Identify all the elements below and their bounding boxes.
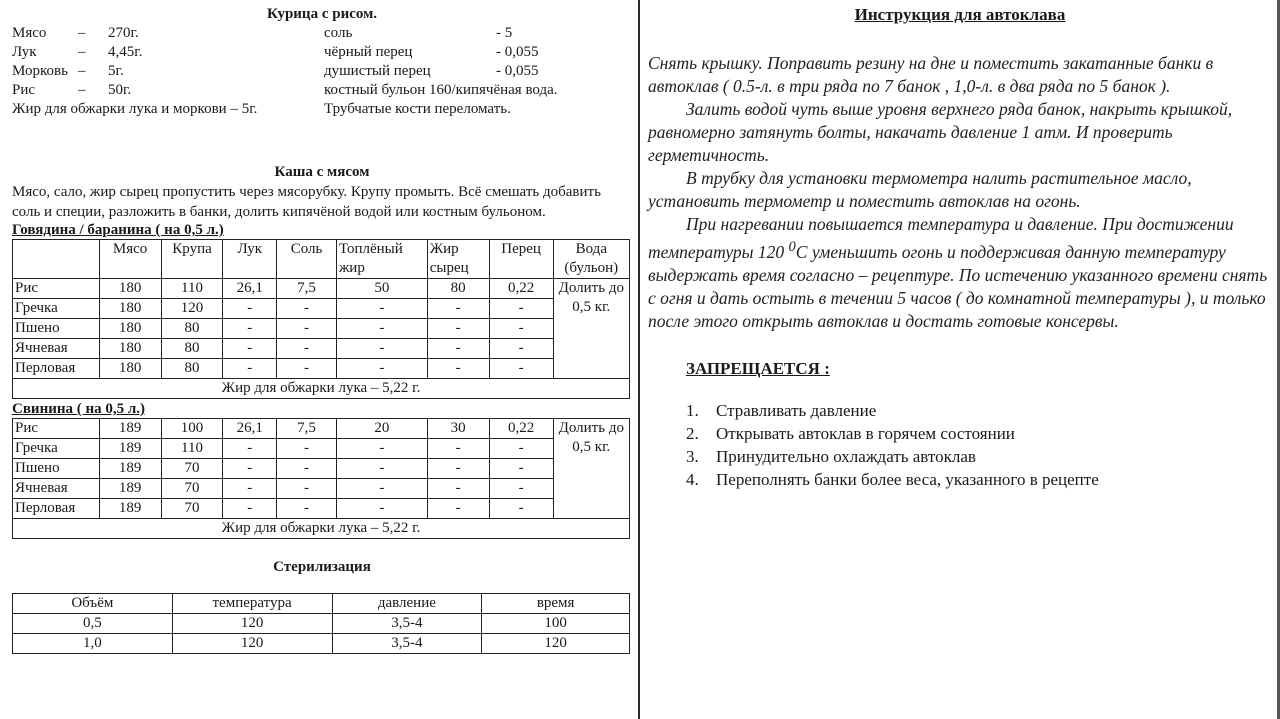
- table-cell: -: [223, 319, 277, 339]
- table-cell: 70: [161, 499, 223, 519]
- table-cell: 189: [99, 499, 161, 519]
- table-cell: 110: [161, 439, 223, 459]
- table-cell: 70: [161, 479, 223, 499]
- header-cell: Вода (бульон): [553, 240, 629, 279]
- table-header-row: [13, 240, 630, 279]
- table-cell: 26,1: [223, 279, 277, 299]
- ingredients-column-b: [324, 24, 558, 119]
- ingredient-row: [12, 62, 257, 81]
- table-cell: Ячневая: [13, 479, 100, 499]
- table-cell: -: [427, 299, 489, 319]
- list-text: Стравливать давление: [716, 400, 877, 420]
- ingredient-qty: 50г.: [108, 82, 132, 98]
- table-cell: 189: [99, 419, 161, 439]
- ingredient-name: Морковь: [12, 63, 68, 79]
- table-cell: 100: [161, 419, 223, 439]
- forbidden-list: [648, 399, 1272, 491]
- table-row: [13, 299, 630, 319]
- table-row: [13, 319, 630, 339]
- table-cell: -: [489, 339, 553, 359]
- ingredient-qty: 5г.: [108, 63, 124, 79]
- table-cell: 30: [427, 419, 489, 439]
- table-cell: -: [277, 339, 337, 359]
- header-cell: Соль: [277, 240, 337, 279]
- table-row: [13, 339, 630, 359]
- table-cell: 7,5: [277, 279, 337, 299]
- water-note: Долить до 0,5 кг.: [553, 279, 629, 379]
- table-row: [13, 419, 630, 439]
- list-item: [686, 399, 1272, 422]
- table-cell: -: [223, 359, 277, 379]
- table-cell: -: [489, 359, 553, 379]
- table-cell: -: [223, 459, 277, 479]
- sterilization-table: [12, 593, 630, 654]
- table-cell: -: [489, 299, 553, 319]
- ingredient-row: [12, 24, 257, 43]
- beef-table: [12, 239, 630, 399]
- table-cell: 110: [161, 279, 223, 299]
- ingredient-row: [324, 100, 558, 119]
- ingredient-row: [324, 43, 558, 62]
- fat-line: Жир для обжарки лука и моркови – 5г.: [12, 101, 258, 117]
- table-row: [13, 279, 630, 299]
- table-cell: 100: [482, 614, 630, 634]
- table-cell: Гречка: [13, 299, 100, 319]
- forbidden-title: ЗАПРЕЩАЕТСЯ :: [686, 358, 830, 378]
- header-cell: время: [482, 594, 630, 614]
- table-cell: 80: [161, 339, 223, 359]
- ingredient-name: душистый перец: [324, 63, 431, 79]
- table-cell: Гречка: [13, 439, 100, 459]
- list-text: Переполнять банки более веса, указанного в рецепте: [716, 469, 1099, 489]
- list-number: 4.: [686, 469, 699, 489]
- instruction-paragraph-2: Залить водой чуть выше уровня верхнего ряда банок, накрыть крышкой, равномерно затянуть болты, накачать давление 1 атм. И проверить герметичность.: [648, 99, 1233, 165]
- ingredient-name: Трубчатые кости переломать.: [324, 101, 511, 117]
- table-cell: -: [427, 479, 489, 499]
- ingredient-dash: –: [78, 63, 86, 79]
- pork-table: [12, 418, 630, 539]
- table-cell: 189: [99, 459, 161, 479]
- table-cell: Рис: [13, 279, 100, 299]
- table-cell: -: [277, 459, 337, 479]
- table-cell: -: [489, 459, 553, 479]
- paragraph-4-part-a: При нагревании повышается температура и давление. При достижении температуры 120: [648, 214, 1234, 262]
- fat-footer: Жир для обжарки лука – 5,22 г.: [13, 379, 630, 399]
- table-cell: 3,5-4: [332, 614, 482, 634]
- table-cell: 180: [99, 319, 161, 339]
- table-cell: -: [277, 359, 337, 379]
- ingredient-row: [324, 81, 558, 100]
- table-cell: -: [427, 339, 489, 359]
- header-cell: Крупа: [161, 240, 223, 279]
- table-cell: -: [336, 319, 427, 339]
- table-cell: -: [336, 499, 427, 519]
- table-cell: -: [336, 299, 427, 319]
- table-row: [13, 459, 630, 479]
- table-footer-row: [13, 519, 630, 539]
- table-cell: 180: [99, 359, 161, 379]
- pork-title: Свинина ( на 0,5 л.): [12, 401, 146, 417]
- ingredient-qty: 270г.: [108, 25, 139, 41]
- table-row: [13, 359, 630, 379]
- table-cell: -: [427, 499, 489, 519]
- chicken-title: Курица с рисом.: [266, 6, 378, 22]
- table-header-row: [13, 594, 630, 614]
- table-row: [13, 439, 630, 459]
- table-row: [13, 614, 630, 634]
- table-cell: -: [489, 499, 553, 519]
- table-cell: -: [223, 339, 277, 359]
- table-cell: Перловая: [13, 499, 100, 519]
- table-cell: -: [277, 499, 337, 519]
- ingredient-name: Лук: [12, 44, 37, 60]
- degree-superscript: 0: [788, 239, 796, 255]
- header-cell: Топлёный жир: [336, 240, 427, 279]
- table-cell: Перловая: [13, 359, 100, 379]
- ingredient-qty: 4,45г.: [108, 44, 143, 60]
- beef-title: Говядина / баранина ( на 0,5 л.): [12, 222, 224, 238]
- table-cell: -: [277, 439, 337, 459]
- table-cell: -: [336, 359, 427, 379]
- porridge-title: Каша с мясом: [274, 164, 370, 180]
- header-cell: Мясо: [99, 240, 161, 279]
- table-cell: 1,0: [13, 634, 173, 654]
- table-cell: -: [277, 299, 337, 319]
- table-cell: -: [427, 319, 489, 339]
- table-cell: -: [489, 319, 553, 339]
- list-item: [686, 468, 1272, 491]
- ingredient-name: Рис: [12, 82, 36, 98]
- list-number: 1.: [686, 400, 699, 420]
- table-row: [13, 499, 630, 519]
- table-cell: 120: [161, 299, 223, 319]
- header-cell: Лук: [223, 240, 277, 279]
- ingredient-row: [12, 81, 257, 100]
- table-cell: 7,5: [277, 419, 337, 439]
- list-text: Открывать автоклав в горячем состоянии: [716, 423, 1015, 443]
- table-cell: -: [427, 439, 489, 459]
- table-cell: -: [277, 319, 337, 339]
- ingredient-qty: - 0,055: [496, 44, 539, 60]
- table-cell: -: [223, 499, 277, 519]
- header-cell: Перец: [489, 240, 553, 279]
- table-cell: Рис: [13, 419, 100, 439]
- header-cell: [13, 240, 100, 279]
- table-cell: 180: [99, 279, 161, 299]
- right-page: [640, 0, 1280, 719]
- chicken-ingredients: [12, 24, 632, 120]
- table-cell: 180: [99, 299, 161, 319]
- ingredient-name: костный бульон 160/кипячёная вода.: [324, 82, 558, 98]
- table-cell: 0,22: [489, 279, 553, 299]
- ingredient-qty: - 0,055: [496, 63, 539, 79]
- instruction-paragraph-4: [648, 213, 1272, 333]
- ingredient-dash: –: [78, 82, 86, 98]
- header-cell: давление: [332, 594, 482, 614]
- ingredients-column-a: [12, 24, 257, 119]
- table-cell: 80: [161, 319, 223, 339]
- ingredient-dash: –: [78, 44, 86, 60]
- table-cell: 3,5-4: [332, 634, 482, 654]
- table-cell: -: [223, 479, 277, 499]
- table-cell: -: [336, 459, 427, 479]
- water-note: Долить до 0,5 кг.: [553, 419, 629, 519]
- table-cell: 26,1: [223, 419, 277, 439]
- ingredient-name: чёрный перец: [324, 44, 413, 60]
- table-row: [13, 479, 630, 499]
- fat-footer: Жир для обжарки лука – 5,22 г.: [13, 519, 630, 539]
- ingredient-qty: - 5: [496, 25, 513, 41]
- table-cell: -: [427, 459, 489, 479]
- list-number: 2.: [686, 423, 699, 443]
- table-cell: 70: [161, 459, 223, 479]
- list-item: [686, 422, 1272, 445]
- table-cell: Пшено: [13, 319, 100, 339]
- ingredient-row: [324, 62, 558, 81]
- paragraph-4-part-b: С уменьшить огонь и поддерживая данную температуру выдержать время согласно – рецептуре. По истечению указанного времени снять с огня и дать остыть в течении 5 часов ( до комнатной температуры ), и только после этого открыть автоклав и достать готовые консервы.: [648, 241, 1268, 331]
- table-cell: 189: [99, 479, 161, 499]
- table-cell: 80: [427, 279, 489, 299]
- table-cell: -: [336, 479, 427, 499]
- table-cell: 20: [336, 419, 427, 439]
- porridge-text: Мясо, сало, жир сырец пропустить через мясорубку. Крупу промыть. Всё смешать добавить соль и специи, разложить в банки, долить кипячёной водой или костным бульоном.: [12, 184, 601, 220]
- table-cell: 120: [172, 614, 332, 634]
- table-cell: -: [427, 359, 489, 379]
- table-cell: 180: [99, 339, 161, 359]
- ingredient-dash: –: [78, 25, 86, 41]
- header-cell: Жир сырец: [427, 240, 489, 279]
- sterilization-title: Стерилизация: [273, 559, 371, 575]
- ingredient-row: [12, 43, 257, 62]
- table-cell: 0,5: [13, 614, 173, 634]
- table-footer-row: [13, 379, 630, 399]
- table-cell: -: [336, 339, 427, 359]
- instruction-paragraph-1: Снять крышку. Поправить резину на дне и поместить закатанные банки в автоклав ( 0.5-л. в три ряда по 7 банок , 1,0-л. в два ряда по 5 банок ).: [648, 53, 1214, 96]
- instruction-paragraph-3: В трубку для установки термометра налить растительное масло, установить термометр и поместить автоклав на огонь.: [648, 168, 1192, 211]
- ingredient-name: Мясо: [12, 25, 47, 41]
- table-cell: 120: [172, 634, 332, 654]
- list-item: [686, 445, 1272, 468]
- table-cell: -: [277, 479, 337, 499]
- table-cell: -: [489, 479, 553, 499]
- table-cell: Ячневая: [13, 339, 100, 359]
- ingredient-row: [324, 24, 558, 43]
- autoclave-title: Инструкция для автоклава: [854, 5, 1066, 24]
- table-cell: 189: [99, 439, 161, 459]
- table-cell: 0,22: [489, 419, 553, 439]
- table-cell: -: [223, 299, 277, 319]
- table-cell: 50: [336, 279, 427, 299]
- table-cell: 120: [482, 634, 630, 654]
- table-cell: -: [489, 439, 553, 459]
- table-row: [13, 634, 630, 654]
- table-cell: -: [223, 439, 277, 459]
- list-text: Принудительно охлаждать автоклав: [716, 446, 976, 466]
- header-cell: Объём: [13, 594, 173, 614]
- header-cell: температура: [172, 594, 332, 614]
- table-cell: Пшено: [13, 459, 100, 479]
- table-cell: 80: [161, 359, 223, 379]
- list-number: 3.: [686, 446, 699, 466]
- table-cell: -: [336, 439, 427, 459]
- ingredient-name: соль: [324, 25, 353, 41]
